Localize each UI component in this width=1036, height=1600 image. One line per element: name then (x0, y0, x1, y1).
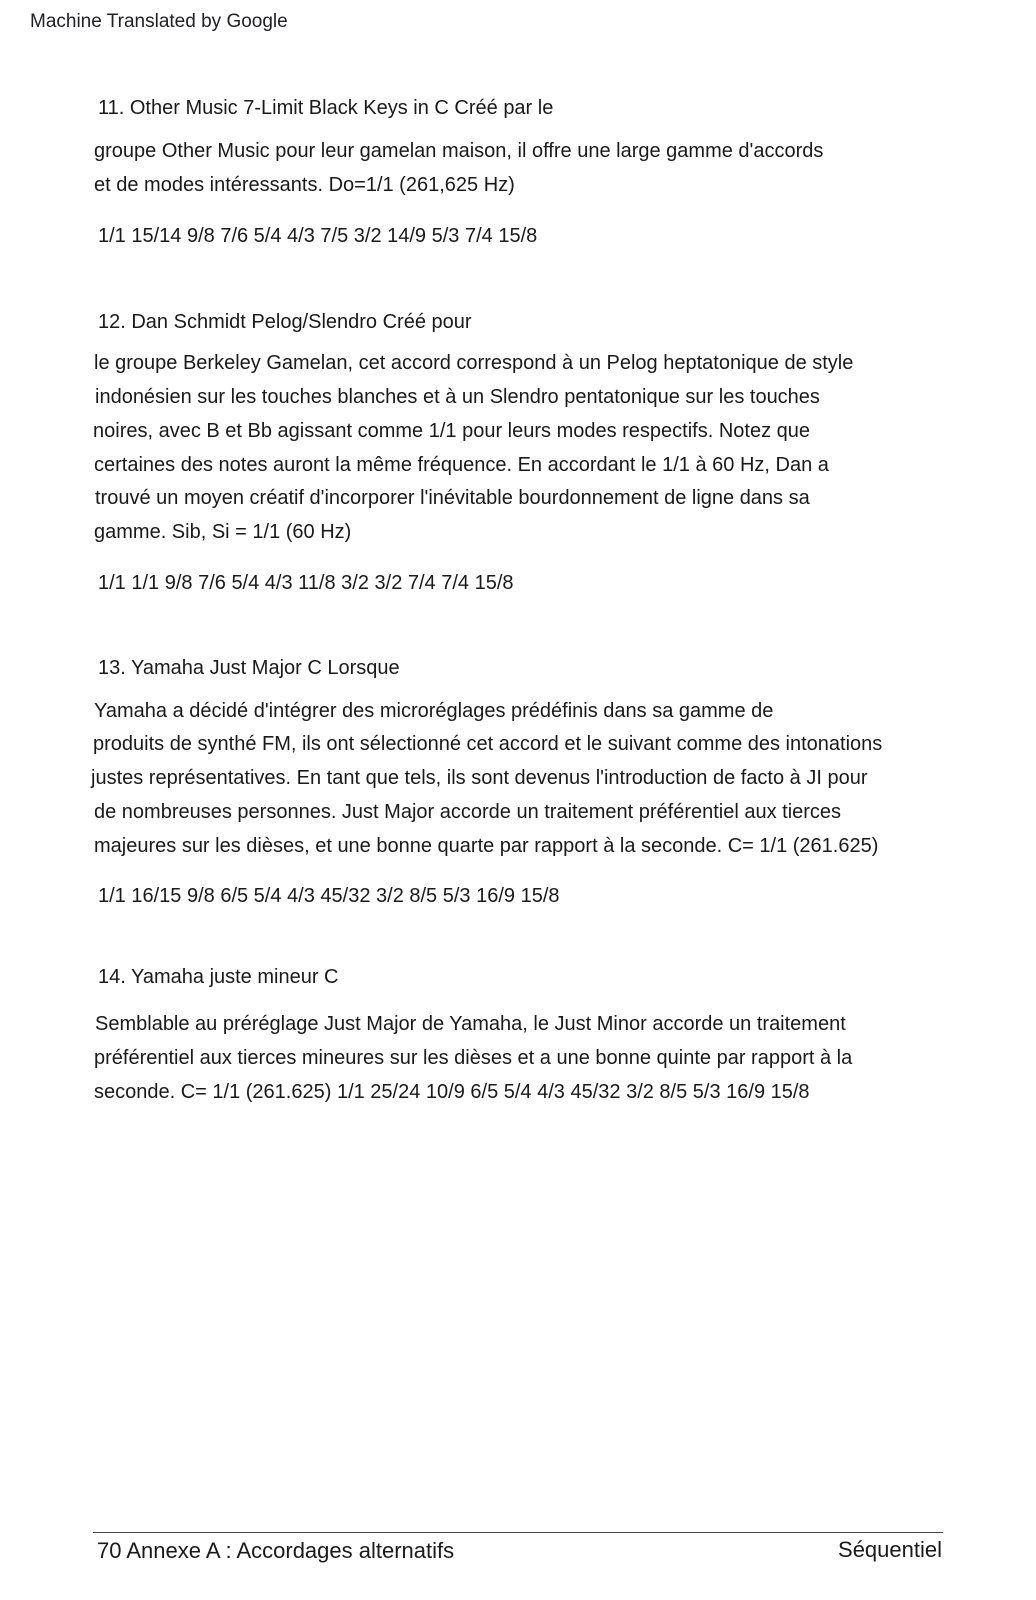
body-line: seconde. C= 1/1 (261.625) 1/1 25/24 10/9 6/5 5/4 4/3 45/32 3/2 8/5 5/3 16/9 15/8 (94, 1081, 810, 1103)
body-line: Semblable au préréglage Just Major de Yamaha, le Just Minor accorde un traitement (95, 1013, 846, 1035)
body-line: trouvé un moyen créatif d'incorporer l'inévitable bourdonnement de ligne dans sa (95, 487, 810, 509)
translation-banner: Machine Translated by Google (30, 11, 288, 32)
body-line: justes représentatives. En tant que tels, ils sont devenus l'introduction de facto à JI pour (91, 767, 868, 789)
body-line: produits de synthé FM, ils ont sélectionné cet accord et le suivant comme des intonations (93, 733, 883, 755)
section-heading: 12. Dan Schmidt Pelog/Slendro Créé pour (98, 311, 472, 333)
ratio-list: 1/1 15/14 9/8 7/6 5/4 4/3 7/5 3/2 14/9 5/3 7/4 15/8 (98, 225, 538, 247)
body-line: majeures sur les dièses, et une bonne quarte par rapport à la seconde. C= 1/1 (261.625) (94, 835, 879, 857)
ratio-list: 1/1 1/1 9/8 7/6 5/4 4/3 11/8 3/2 3/2 7/4 7/4 15/8 (98, 572, 514, 594)
ratio-list: 1/1 16/15 9/8 6/5 5/4 4/3 45/32 3/2 8/5 5/3 16/9 15/8 (98, 885, 560, 907)
body-line: certaines des notes auront la même fréquence. En accordant le 1/1 à 60 Hz, Dan a (94, 454, 829, 476)
section-heading: 11. Other Music 7-Limit Black Keys in C Créé par le (98, 97, 554, 119)
footer-rule (93, 1532, 943, 1533)
body-line: noires, avec B et Bb agissant comme 1/1 pour leurs modes respectifs. Notez que (93, 420, 811, 442)
section-heading: 14. Yamaha juste mineur C (98, 966, 339, 988)
body-line: de nombreuses personnes. Just Major accorde un traitement préférentiel aux tierces (94, 801, 842, 823)
footer-page-label: 70 Annexe A : Accordages alternatifs (97, 1538, 455, 1563)
section-heading: 13. Yamaha Just Major C Lorsque (98, 657, 400, 679)
body-line: indonésien sur les touches blanches et à un Slendro pentatonique sur les touches (95, 386, 820, 408)
body-line: préférentiel aux tierces mineures sur les dièses et a une bonne quinte par rapport à la (94, 1047, 853, 1069)
body-line: et de modes intéressants. Do=1/1 (261,625 Hz) (94, 174, 515, 196)
body-line: gamme. Sib, Si = 1/1 (60 Hz) (94, 521, 352, 543)
body-line: Yamaha a décidé d'intégrer des microréglages prédéfinis dans sa gamme de (94, 700, 774, 722)
body-line: le groupe Berkeley Gamelan, cet accord correspond à un Pelog heptatonique de style (94, 352, 854, 374)
footer-brand: Séquentiel (838, 1537, 942, 1562)
body-line: groupe Other Music pour leur gamelan maison, il offre une large gamme d'accords (94, 140, 824, 162)
